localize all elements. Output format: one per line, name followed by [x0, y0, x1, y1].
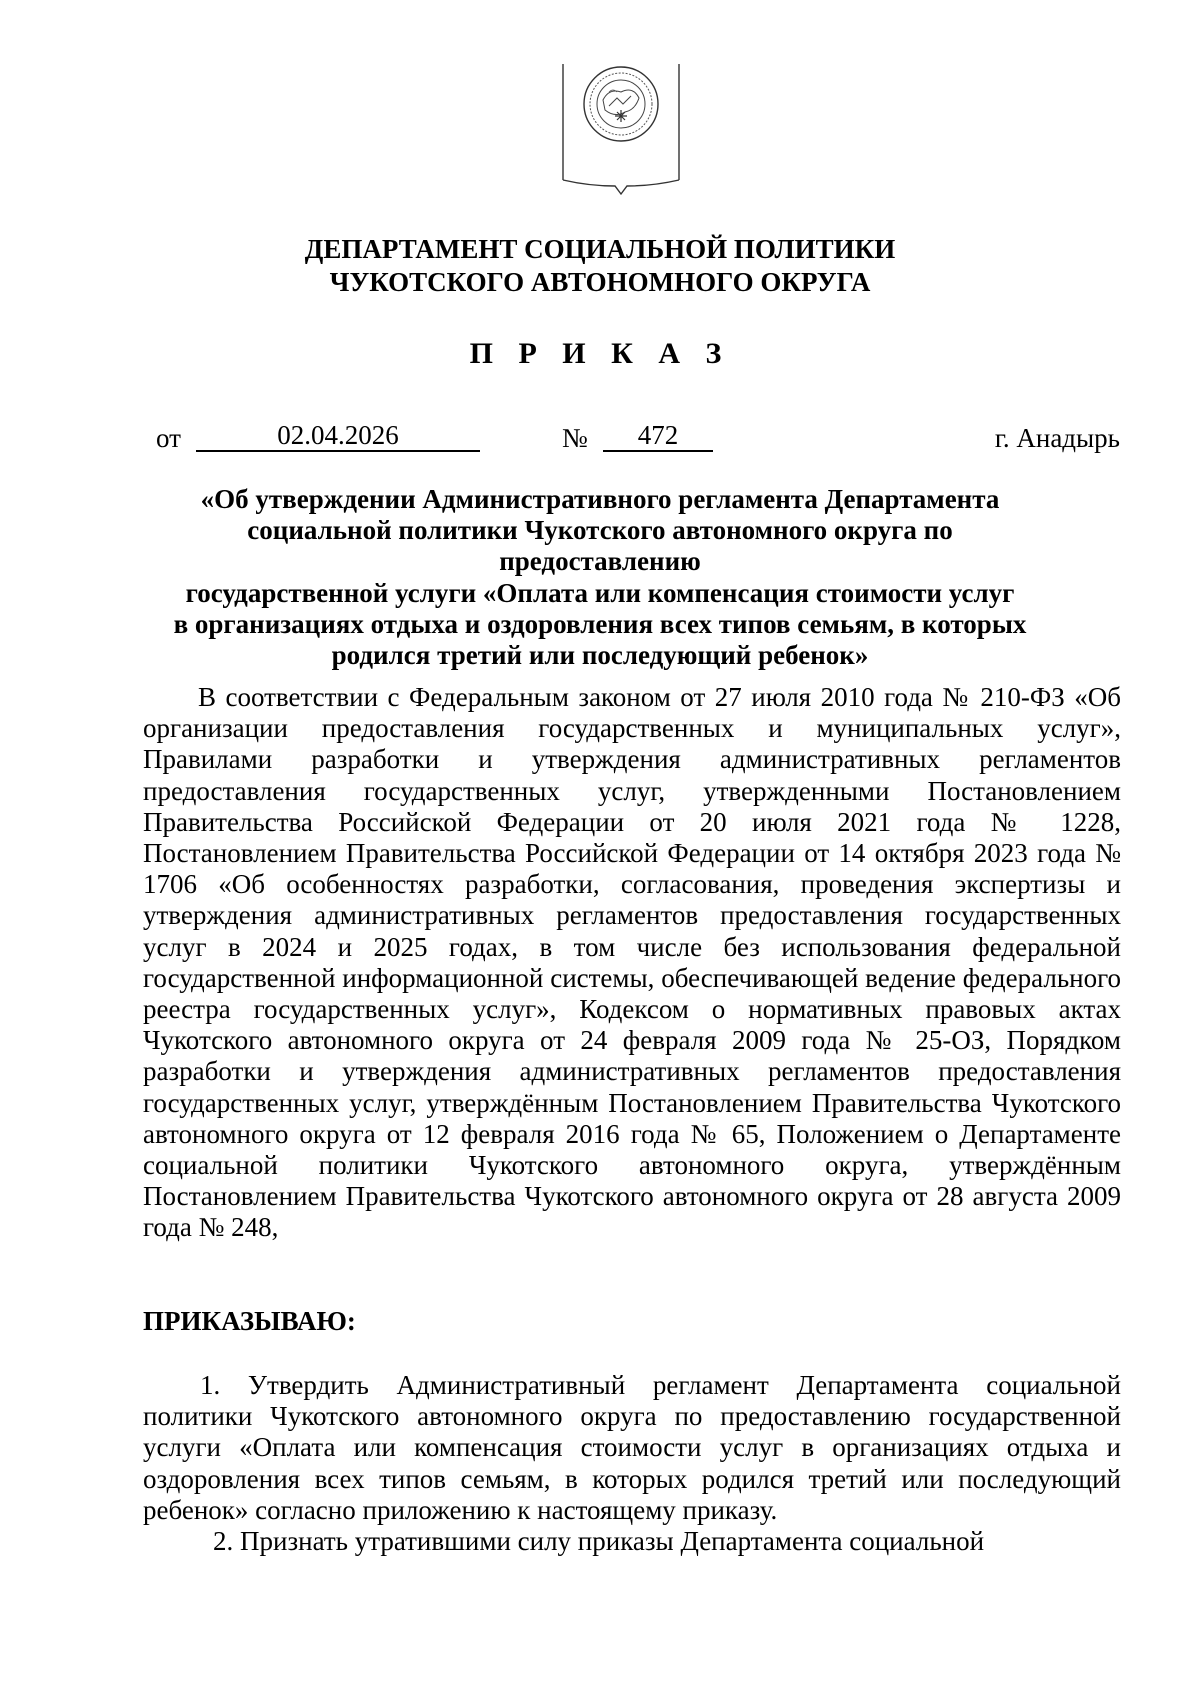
department-name-line1: ДЕПАРТАМЕНТ СОЦИАЛЬНОЙ ПОЛИТИКИ — [304, 234, 896, 264]
order-word: ПРИКАЗЫВАЮ: — [143, 1306, 356, 1336]
preamble-block — [143, 682, 1121, 1244]
order-item-2: 2. Признать утратившими силу приказы Департамента социальной — [213, 1526, 985, 1557]
document-date: 02.04.2026 — [196, 420, 480, 452]
date-label: от — [156, 423, 181, 453]
department-name — [140, 233, 1060, 299]
document-subject — [145, 484, 1055, 671]
subject-line: государственной услуги «Оплата или компенсация стоимости услуг — [185, 577, 1015, 608]
document-number: 472 — [603, 420, 713, 452]
subject-line: в организациях отдыха и оздоровления всех типов семьям, в которых — [173, 608, 1027, 639]
subject-line: социальной политики Чукотского автономного округа по предоставлению — [247, 515, 953, 577]
coat-of-arms-emblem — [559, 62, 683, 210]
order-item-1: 1. Утвердить Административный регламент Департамента социальной политики Чукотского автономного округа по предоставлению государственной услуги «Оплата или компенсация стоимости услуг в организациях отдыха и оздоровления всех типов семьям, в которых родился третий или последующий ребенок» согласно приложению к настоящему приказу. — [143, 1370, 1121, 1525]
document-meta-row — [150, 420, 1120, 456]
document-type: П Р И К А З — [469, 337, 731, 370]
subject-line: «Об утверждении Административного регламента Департамента — [200, 484, 1000, 514]
department-name-line2: ЧУКОТСКОГО АВТОНОМНОГО ОКРУГА — [329, 267, 871, 297]
preamble-paragraph: В соответствии с Федеральным законом от 27 июля 2010 года № 210-ФЗ «Об организации предоставления государственных и муниципальных услуг», Правилами разработки и утверждения административных регламентов предоставления государственных услуг, утвержденными Постановлением Правительства Российской Федерации от 20 июля 2021 года № 1228, Постановлением Правительства Российской Федерации от 14 октября 2023 года № 1706 «Об особенностях разработки, согласования, проведения экспертизы и утверждения административных регламентов предоставления государственных услуг в 2024 и 2025 годах, в том числе без использования федеральной государственной информационной системы, обеспечивающей ведение федерального реестра государственных услуг», Кодексом о нормативных правовых актах Чукотского автономного округа от 24 февраля 2009 года № 25-ОЗ, Порядком разработки и утверждения административных регламентов предоставления государственных услуг, утверждённым Постановлением Правительства Чукотского автономного округа от 12 февраля 2016 года № 65, Положением о Департаменте социальной политики Чукотского автономного округа, утверждённым Постановлением Правительства Чукотского автономного округа от 28 августа 2009 года № 248, — [143, 682, 1121, 1243]
number-label: № — [562, 423, 588, 453]
subject-line: родился третий или последующий ребенок» — [331, 640, 869, 671]
document-city: г. Анадырь — [994, 423, 1120, 453]
order-items — [143, 1370, 1121, 1557]
